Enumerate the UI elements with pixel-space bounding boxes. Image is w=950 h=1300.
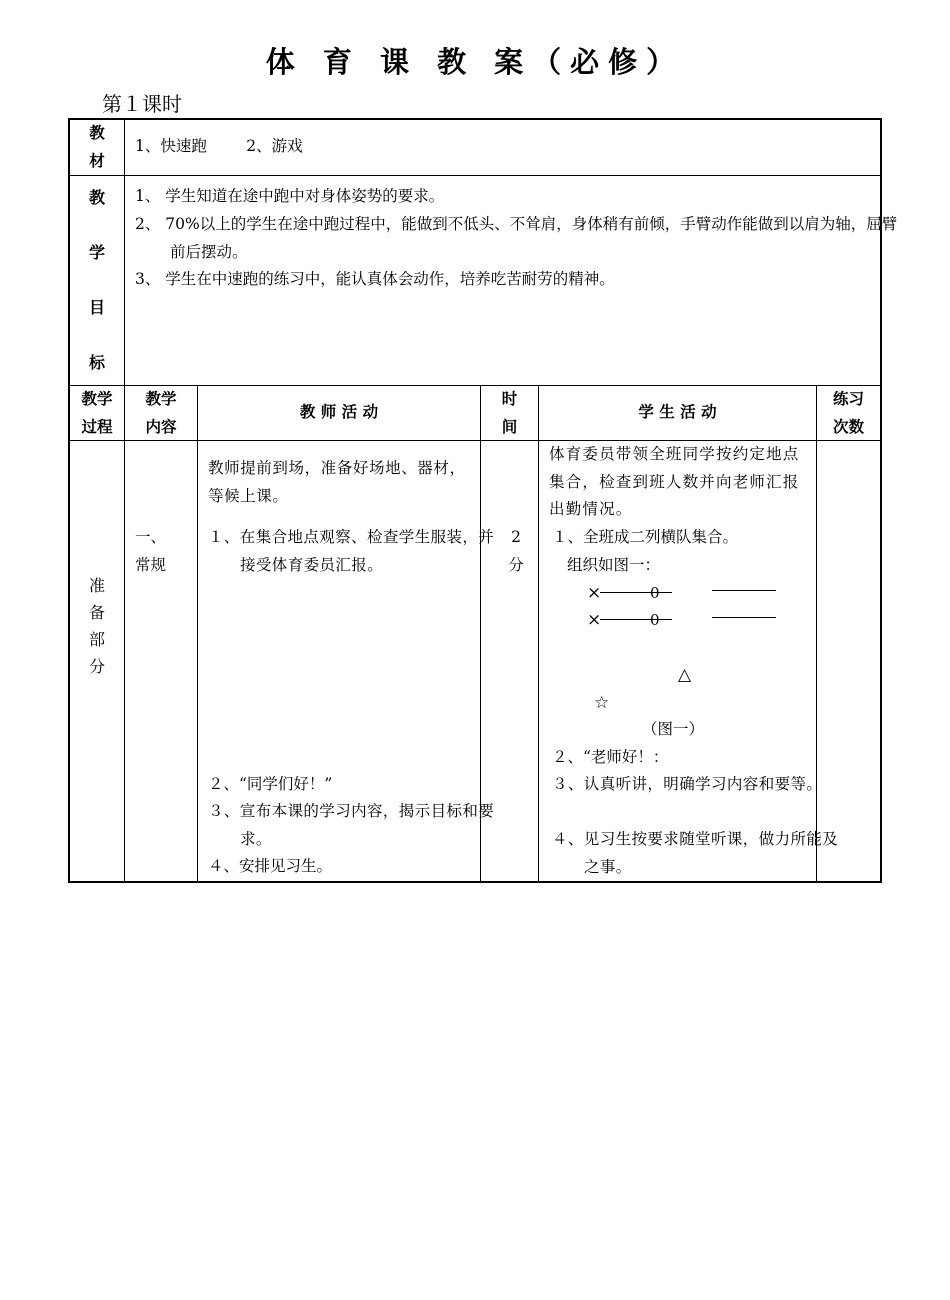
diagram-caption: （图一） bbox=[642, 720, 705, 738]
student-cross-marker: × bbox=[587, 610, 602, 630]
formation-line bbox=[712, 617, 776, 618]
teacher-triangle-marker: △ bbox=[678, 665, 692, 685]
table-border-bottom bbox=[68, 881, 882, 883]
student-org: 组织如图一： bbox=[567, 556, 661, 574]
process-label: 准 备 部 分 bbox=[88, 576, 105, 676]
table-rule bbox=[68, 175, 882, 176]
teacher-item: ４、安排见习生。 bbox=[208, 857, 333, 875]
objective-item: 1、 学生知道在途中跑中对身体姿势的要求。 bbox=[135, 187, 445, 205]
student-item: ４、见习生按要求随堂听课，做力所能及之事。 bbox=[552, 830, 839, 876]
header-time: 时 间 bbox=[501, 390, 518, 436]
teacher-item: ２、“同学们好！” bbox=[208, 775, 333, 793]
zero-marker: 0 bbox=[650, 584, 660, 602]
header-process: 教学 过程 bbox=[81, 390, 113, 436]
table-rule bbox=[538, 385, 539, 883]
formation-line bbox=[600, 619, 672, 620]
objectives-label: 教 学 目 标 bbox=[88, 188, 105, 372]
header-content: 教学 内容 bbox=[145, 390, 177, 436]
lesson-period: 第１课时 bbox=[102, 92, 182, 116]
header-teacher-activity: 教 师 活 动 bbox=[299, 403, 379, 421]
teacher-intro: 教师提前到场，准备好场地、器材，等候上课。 bbox=[208, 459, 466, 505]
table-rule bbox=[124, 118, 125, 883]
time-value: 2 分 bbox=[508, 528, 524, 574]
objective-item: 3、 学生在中速跑的练习中，能认真体会动作，培养吃苦耐劳的精神。 bbox=[135, 270, 615, 288]
student-item: ３、认真听讲，明确学习内容和要等。 bbox=[552, 775, 823, 793]
teacher-item: ３、宣布本课的学习内容，揭示目标和要求。 bbox=[208, 802, 495, 848]
student-item: １、全班成二列横队集合。 bbox=[552, 528, 739, 546]
material-label: 教 材 bbox=[89, 124, 105, 170]
table-rule bbox=[816, 385, 817, 883]
star-marker: ☆ bbox=[594, 693, 610, 713]
teacher-item: １、在集合地点观察、检查学生服装，并接受体育委员汇报。 bbox=[208, 528, 495, 574]
table-rule bbox=[197, 385, 198, 883]
formation-line bbox=[600, 592, 672, 593]
page-title: 体 育 课 教 案（必修） bbox=[265, 45, 685, 79]
student-cross-marker: × bbox=[587, 583, 602, 603]
header-practice-count: 练习 次数 bbox=[832, 390, 864, 436]
table-border-top bbox=[68, 118, 882, 120]
formation-line bbox=[712, 590, 776, 591]
zero-marker: 0 bbox=[650, 611, 660, 629]
student-item: ２、“老师好！： bbox=[552, 748, 669, 766]
student-intro: 体育委员带领全班同学按约定地点集合，检查到班人数并向老师汇报出勤情况。 bbox=[549, 445, 800, 518]
header-student-activity: 学 生 活 动 bbox=[638, 403, 717, 421]
material-value: 1、快速跑 2、游戏 bbox=[135, 137, 303, 155]
content-label: 一、 常规 bbox=[135, 528, 167, 574]
objective-item: 2、 70%以上的学生在途中跑过程中，能做到不低头、不耸肩，身体稍有前倾，手臂动作能做到以肩为轴，屈臂前后摆动。 bbox=[135, 215, 898, 261]
